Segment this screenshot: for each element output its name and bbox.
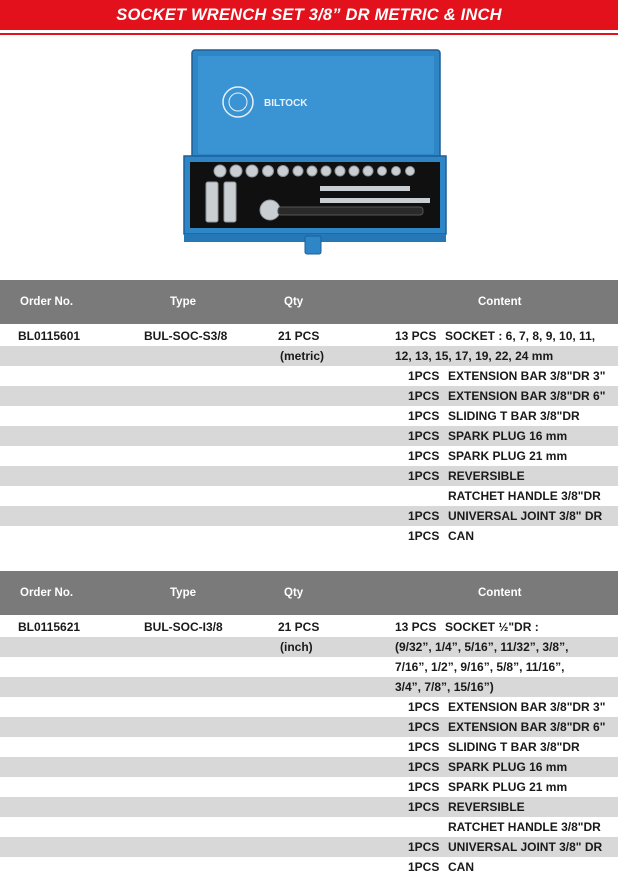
item-description: UNIVERSAL JOINT 3/8" DR bbox=[448, 840, 603, 854]
item-quantity: 1PCS bbox=[408, 860, 440, 874]
table-row bbox=[0, 717, 618, 737]
table-row bbox=[0, 797, 618, 817]
table-row bbox=[0, 526, 618, 546]
table-header bbox=[0, 571, 618, 615]
table-row bbox=[0, 737, 618, 757]
item-quantity: 1PCS bbox=[408, 720, 440, 734]
item-description: (9/32”, 1/4”, 5/16”, 11/32”, 3/8”, bbox=[395, 640, 569, 654]
case-hasp bbox=[305, 236, 321, 254]
item-description: SLIDING T BAR 3/8"DR bbox=[448, 740, 580, 754]
item-description: SPARK PLUG 16 mm bbox=[448, 760, 568, 774]
table-row bbox=[0, 837, 618, 857]
item-description: 3/4”, 7/8”, 15/16”) bbox=[395, 680, 494, 694]
page-title: SOCKET WRENCH SET 3/8” DR METRIC & INCH bbox=[0, 0, 618, 30]
table-row bbox=[0, 406, 618, 426]
item-description: REVERSIBLE bbox=[448, 469, 525, 483]
item-description: UNIVERSAL JOINT 3/8" DR bbox=[448, 509, 603, 523]
type-code: BUL-SOC-I3/8 bbox=[144, 620, 223, 634]
table-row bbox=[0, 757, 618, 777]
table-row bbox=[0, 366, 618, 386]
header-qty: Qty bbox=[284, 587, 304, 599]
ratchet-head bbox=[260, 200, 280, 220]
item-quantity: 1PCS bbox=[408, 840, 440, 854]
item-quantity: 1PCS bbox=[408, 509, 440, 523]
table-row bbox=[0, 326, 618, 346]
item-description: SPARK PLUG 21 mm bbox=[448, 449, 568, 463]
item-description: SOCKET ½"DR : bbox=[445, 620, 539, 634]
item-description: 12, 13, 15, 17, 19, 22, 24 mm bbox=[395, 349, 554, 363]
order-number: BL0115601 bbox=[18, 329, 81, 343]
case-brand-text: BILTOCK bbox=[264, 98, 308, 109]
item-quantity: 1PCS bbox=[408, 800, 440, 814]
socket-set-product-image bbox=[170, 48, 448, 260]
table-row bbox=[0, 777, 618, 797]
item-description: EXTENSION BAR 3/8"DR 6" bbox=[448, 389, 606, 403]
table-row bbox=[0, 637, 618, 657]
item-description: SLIDING T BAR 3/8"DR bbox=[448, 409, 580, 423]
set-quantity: (inch) bbox=[280, 640, 313, 654]
spark-plug-socket-1 bbox=[206, 182, 218, 222]
header-type: Type bbox=[170, 587, 196, 599]
header-qty: Qty bbox=[284, 296, 304, 308]
set-quantity: 21 PCS bbox=[278, 329, 320, 343]
table-row bbox=[0, 657, 618, 677]
title-underline bbox=[0, 33, 618, 35]
item-quantity: 1PCS bbox=[408, 429, 440, 443]
item-quantity: 13 PCS bbox=[395, 620, 437, 634]
item-description: EXTENSION BAR 3/8"DR 6" bbox=[448, 720, 606, 734]
item-description: RATCHET HANDLE 3/8"DR bbox=[448, 820, 601, 834]
spark-plug-socket-2 bbox=[224, 182, 236, 222]
item-description: CAN bbox=[448, 529, 474, 543]
header-order: Order No. bbox=[20, 296, 74, 308]
item-description: RATCHET HANDLE 3/8"DR bbox=[448, 489, 601, 503]
set-quantity: 21 PCS bbox=[278, 620, 320, 634]
item-description: SPARK PLUG 16 mm bbox=[448, 429, 568, 443]
table-row bbox=[0, 446, 618, 466]
sliding-t-bar bbox=[320, 198, 430, 203]
item-quantity: 1PCS bbox=[408, 740, 440, 754]
item-quantity: 1PCS bbox=[408, 389, 440, 403]
extension-bar bbox=[320, 186, 410, 191]
item-description: EXTENSION BAR 3/8"DR 3" bbox=[448, 700, 606, 714]
item-quantity: 1PCS bbox=[408, 409, 440, 423]
item-description: EXTENSION BAR 3/8"DR 3" bbox=[448, 369, 606, 383]
table-row bbox=[0, 677, 618, 697]
order-number: BL0115621 bbox=[18, 620, 81, 634]
header-content: Content bbox=[478, 587, 522, 599]
item-quantity: 1PCS bbox=[408, 469, 440, 483]
item-quantity: 1PCS bbox=[408, 700, 440, 714]
table-row bbox=[0, 466, 618, 486]
item-description: REVERSIBLE bbox=[448, 800, 525, 814]
table-header bbox=[0, 280, 618, 324]
table-row bbox=[0, 486, 618, 506]
item-quantity: 1PCS bbox=[408, 449, 440, 463]
item-description: SPARK PLUG 21 mm bbox=[448, 780, 568, 794]
inch-set-table bbox=[0, 571, 618, 877]
table-row bbox=[0, 426, 618, 446]
table-row bbox=[0, 386, 618, 406]
item-quantity: 1PCS bbox=[408, 369, 440, 383]
header-content: Content bbox=[478, 296, 522, 308]
item-description: 7/16”, 1/2”, 9/16”, 5/8”, 11/16”, bbox=[395, 660, 565, 674]
set-quantity: (metric) bbox=[280, 349, 325, 363]
item-description: SOCKET : 6, 7, 8, 9, 10, 11, bbox=[445, 329, 596, 343]
header-type: Type bbox=[170, 296, 196, 308]
header-order: Order No. bbox=[20, 587, 74, 599]
table-row bbox=[0, 817, 618, 837]
table-row bbox=[0, 346, 618, 366]
item-quantity: 1PCS bbox=[408, 780, 440, 794]
item-description: CAN bbox=[448, 860, 474, 874]
item-quantity: 1PCS bbox=[408, 529, 440, 543]
ratchet-handle bbox=[278, 207, 423, 215]
metric-set-table bbox=[0, 280, 618, 546]
table-row bbox=[0, 697, 618, 717]
type-code: BUL-SOC-S3/8 bbox=[144, 329, 228, 343]
item-quantity: 1PCS bbox=[408, 760, 440, 774]
table-row bbox=[0, 506, 618, 526]
table-row bbox=[0, 617, 618, 637]
item-quantity: 13 PCS bbox=[395, 329, 437, 343]
table-row bbox=[0, 857, 618, 877]
